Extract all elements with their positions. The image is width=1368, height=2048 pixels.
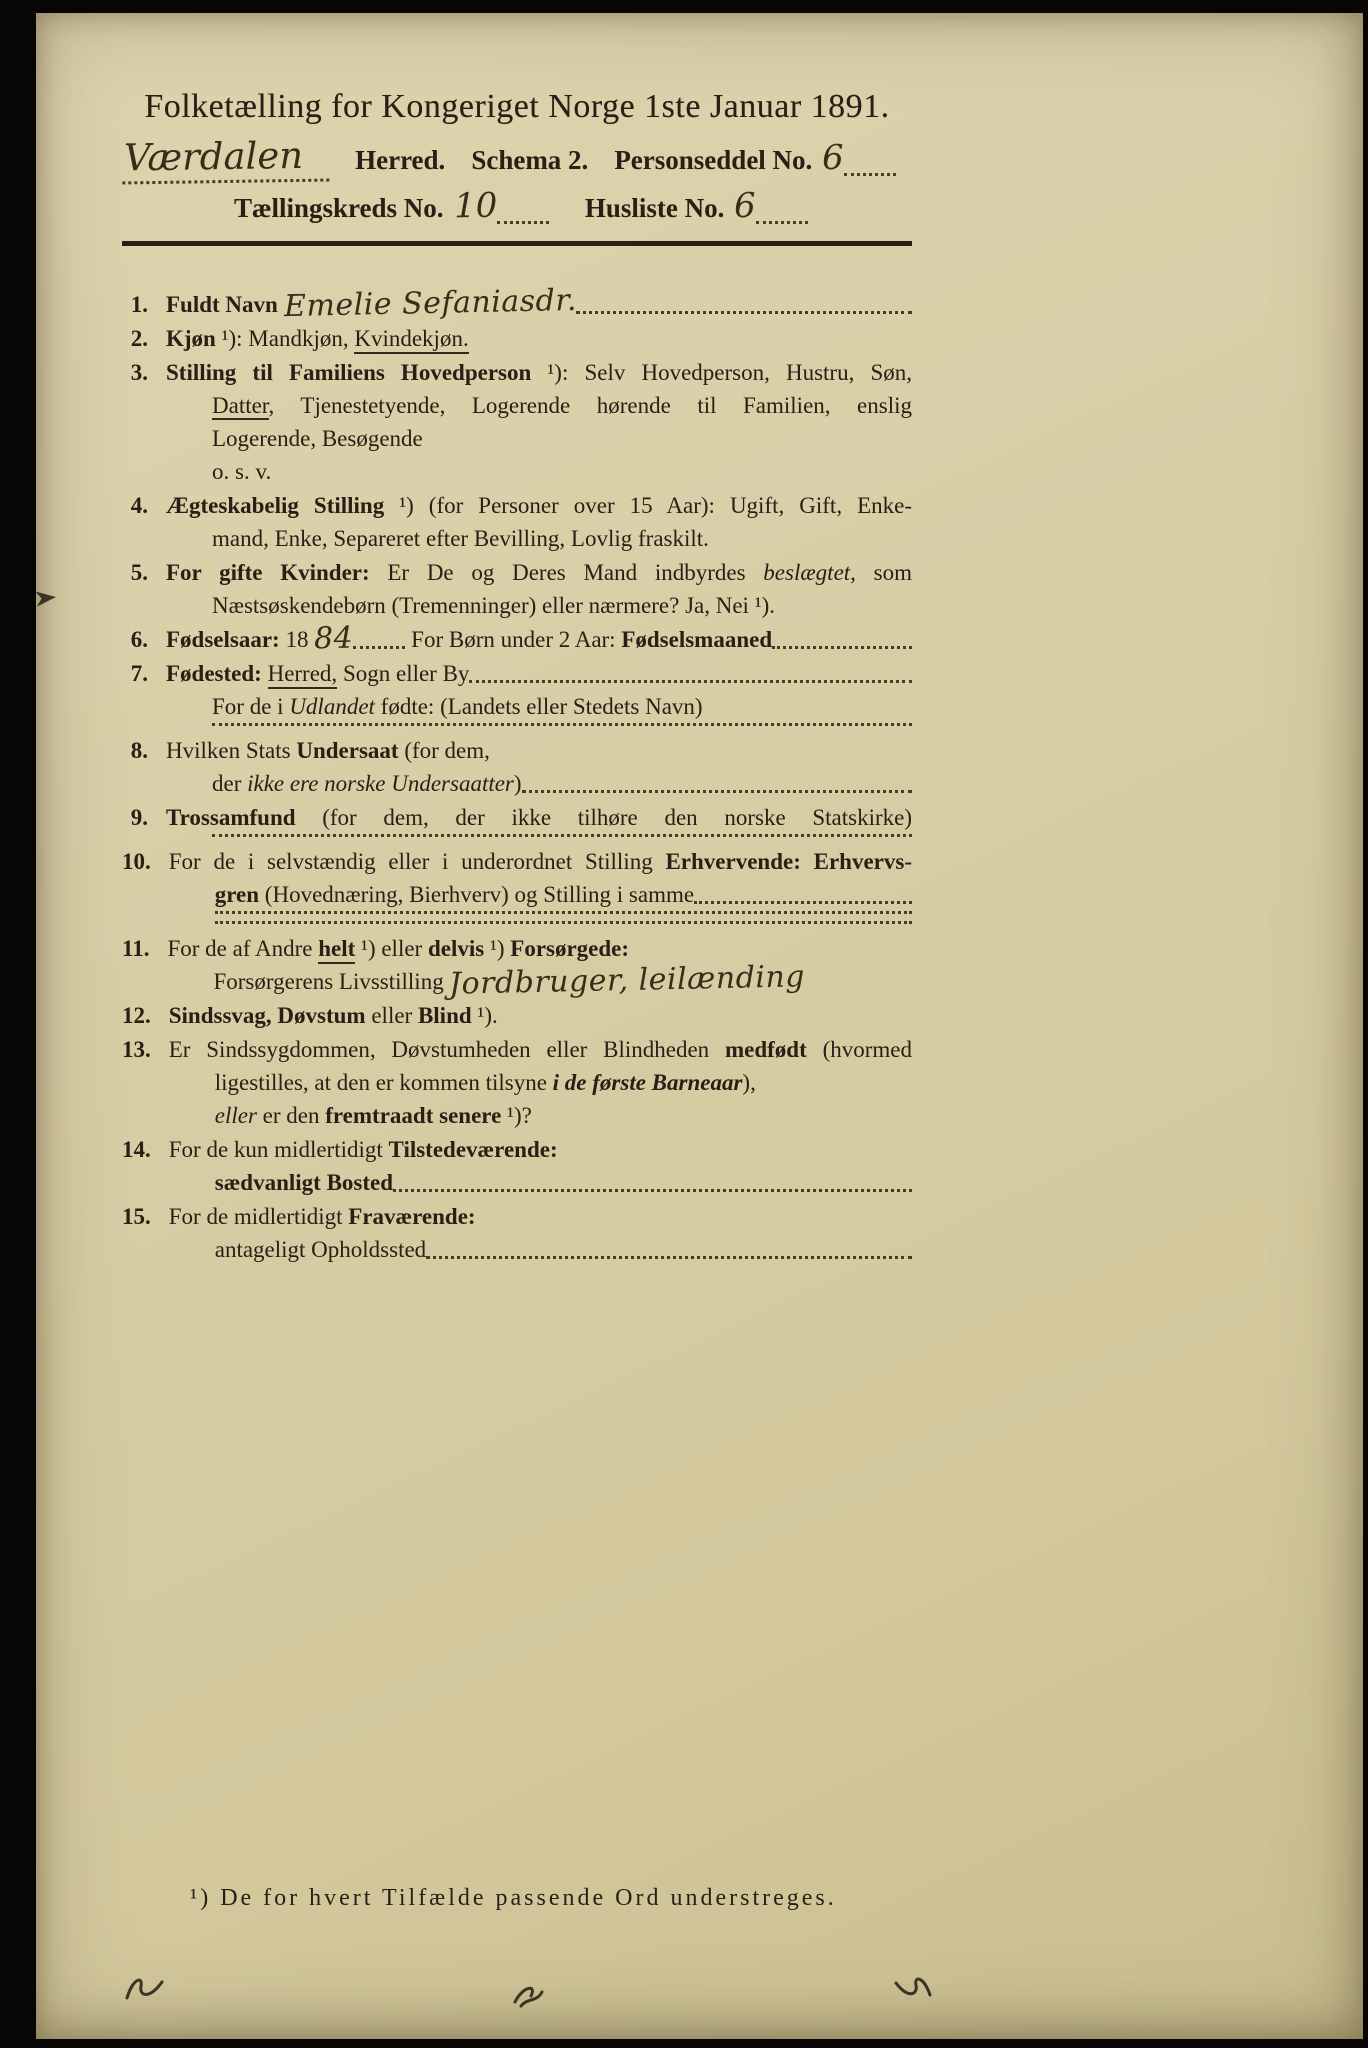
printed-text: 18	[279, 626, 315, 652]
item-number: 15.	[122, 1203, 151, 1229]
printed-text: (for dem, der ikke tilhøre den norske Statskirke)	[295, 804, 912, 830]
item-line	[166, 834, 912, 844]
handwritten-husliste-no: 6	[733, 185, 757, 227]
item-text	[166, 556, 912, 622]
printed-text: ¹)	[484, 935, 511, 961]
item-number: 7.	[130, 660, 148, 686]
item-line	[169, 1166, 912, 1199]
item-number: 4.	[130, 492, 148, 518]
form-item-10	[122, 845, 912, 931]
printed-text: Fødselsmaaned	[621, 626, 773, 652]
ink-mark	[122, 1971, 168, 2007]
printed-text: Fraværende:	[348, 1203, 476, 1229]
item-line	[166, 734, 912, 767]
item-line	[166, 556, 912, 589]
item-line	[169, 1233, 912, 1266]
dotted-leader	[522, 790, 912, 793]
item-number: 11.	[122, 935, 150, 961]
item-line	[166, 522, 912, 555]
printed-text: )	[513, 770, 522, 796]
tellingskreds-label: Tællingskreds No.	[234, 193, 444, 223]
printed-text: fremtraadt senere	[325, 1102, 502, 1128]
item-text	[166, 322, 912, 355]
printed-text: ¹): Selv Hovedperson, Hustru, Søn,	[531, 359, 912, 385]
item-line	[169, 1099, 912, 1132]
handwritten-entry: Emelie Sefaniasdr.	[283, 282, 577, 324]
printed-text: Logerende, Besøgende	[212, 425, 423, 451]
item-text	[166, 489, 912, 555]
item-line	[169, 911, 912, 921]
printed-text: eller	[365, 1002, 418, 1028]
handwritten-personseddel-no: 6	[821, 137, 845, 179]
item-line	[166, 589, 912, 622]
item-text	[166, 282, 912, 324]
printed-text: For de midlertidigt	[168, 1203, 349, 1229]
item-number: 6.	[130, 626, 148, 652]
printed-text: Tilstedeværende:	[388, 1136, 558, 1162]
form-item-12	[122, 999, 912, 1032]
printed-text: Ægteskabelig Stilling	[166, 492, 385, 518]
printed-text: Sindssvag, Døvstum	[168, 1002, 366, 1028]
printed-text: Trossamfund	[166, 804, 296, 830]
husliste-label: Husliste No.	[584, 193, 725, 223]
item-text	[166, 657, 912, 733]
printed-text: Kvindekjøn.	[354, 325, 468, 354]
form-item-13	[122, 1033, 912, 1132]
printed-text: ),	[742, 1069, 756, 1095]
printed-text: ikke ere norske Undersaatter	[247, 770, 514, 796]
item-line	[166, 282, 912, 324]
item-text	[169, 1033, 912, 1132]
form-item-3	[122, 356, 912, 488]
printed-text: Forsørgerens Livsstilling	[213, 968, 450, 994]
form-item-1	[122, 282, 912, 324]
dotted-leader	[694, 901, 912, 904]
item-text	[167, 932, 912, 1002]
item-line	[166, 657, 912, 690]
printed-text: ¹): Mandkjøn,	[215, 325, 355, 351]
item-line	[169, 1133, 912, 1166]
printed-text: Erhvervs-	[813, 848, 912, 874]
printed-text: eller	[214, 1102, 257, 1128]
form-item-15	[122, 1200, 912, 1266]
printed-text: antageligt Opholdssted	[214, 1236, 427, 1262]
printed-text: For de kun midlertidigt	[168, 1136, 389, 1162]
dotted-leader	[212, 834, 912, 837]
dotted-leader	[212, 723, 912, 726]
dotted-leader	[426, 1256, 912, 1259]
printed-text: Kjøn	[166, 325, 216, 351]
dotted-leader	[469, 680, 912, 683]
item-number: 1.	[130, 291, 148, 317]
item-number: 2.	[130, 325, 148, 351]
handwritten-entry: 84	[313, 620, 354, 656]
item-line	[169, 999, 912, 1032]
printed-text: For Børn under 2 Aar:	[405, 626, 622, 652]
item-text	[169, 1200, 912, 1266]
printed-text: Stilling til Familiens Hovedperson	[166, 359, 532, 385]
item-line	[166, 620, 912, 656]
item-line	[166, 489, 912, 522]
form-text-column	[122, 13, 912, 1266]
item-line	[166, 723, 912, 733]
printed-text: mand, Enke, Separeret efter Bevilling, Lovlig fraskilt.	[212, 525, 709, 551]
item-number: 13.	[122, 1036, 151, 1062]
item-text	[166, 801, 912, 844]
form-item-6	[122, 620, 912, 656]
handwritten-entry: Jordbruger, leilænding	[449, 958, 806, 1002]
census-form-sheet	[36, 13, 1363, 2039]
dotted-leader	[353, 646, 405, 649]
dotted-leader	[576, 311, 912, 314]
printed-text: Fødested:	[166, 660, 268, 686]
printed-text: er den	[256, 1102, 326, 1128]
printed-text: For de af Andre	[167, 935, 319, 961]
form-item-2	[122, 322, 912, 355]
item-text	[169, 1133, 912, 1199]
form-item-4	[122, 489, 912, 555]
form-item-14	[122, 1133, 912, 1199]
printed-text: Fuldt Navn	[166, 291, 284, 317]
item-line	[169, 921, 912, 931]
dotted-leader	[215, 911, 912, 914]
printed-text: ¹) eller	[355, 935, 428, 961]
item-line	[166, 455, 912, 488]
printed-text: Forsørgede:	[510, 935, 630, 961]
header-line-kreds	[122, 183, 912, 231]
printed-text: Sogn eller By	[337, 660, 470, 686]
item-text	[166, 620, 912, 656]
printed-text: gren	[214, 881, 260, 907]
item-number: 9.	[130, 804, 148, 830]
dotted-leader	[497, 221, 549, 224]
printed-text: Undersaat	[296, 737, 399, 763]
item-number: 14.	[122, 1136, 151, 1162]
printed-text: Datter	[212, 392, 269, 418]
header-divider	[122, 241, 912, 246]
personseddel-label: Personseddel No.	[614, 145, 813, 175]
item-line	[169, 1200, 912, 1233]
printed-text: beslægtet,	[763, 559, 856, 585]
printed-text: (hvormed	[806, 1036, 912, 1062]
printed-text: Hvilken Stats	[166, 737, 297, 763]
printed-text: For de i selvstændig eller i underordnet Stilling	[168, 848, 666, 874]
printed-text: ¹).	[471, 1002, 498, 1028]
dotted-leader	[772, 646, 912, 649]
item-line	[169, 1066, 912, 1099]
ink-mark	[506, 1977, 552, 2013]
printed-text: Erhvervende:	[665, 848, 801, 874]
dotted-leader	[844, 173, 896, 176]
printed-text: sædvanligt Bosted	[214, 1169, 394, 1195]
printed-text: som	[855, 559, 913, 585]
form-item-9	[122, 801, 912, 844]
printed-text: o. s. v.	[212, 458, 272, 484]
margin-ink-mark	[35, 588, 57, 608]
item-text	[169, 845, 912, 931]
printed-text: delvis	[427, 935, 485, 961]
item-line	[166, 801, 912, 834]
item-line	[166, 389, 912, 422]
printed-text: For de i	[212, 693, 290, 719]
printed-text: Er Sindssygdommen, Døvstumheden eller Blindheden	[168, 1036, 725, 1062]
printed-text: ¹) (for Personer over 15 Aar): Ugift, Gift, Enke-	[384, 492, 912, 518]
item-number: 8.	[130, 737, 148, 763]
item-line	[169, 845, 912, 878]
printed-text: medfødt	[724, 1036, 807, 1062]
footnote: ¹) De for hvert Tilfælde passende Ord understreges.	[190, 1885, 837, 1911]
printed-text: Blind	[417, 1002, 472, 1028]
printed-text: Fødselsaar:	[166, 626, 280, 652]
item-line	[167, 958, 912, 1002]
item-number: 5.	[130, 559, 148, 585]
item-number: 10.	[122, 848, 151, 874]
item-text	[166, 734, 912, 800]
item-line	[166, 422, 912, 455]
printed-text	[801, 849, 814, 874]
item-number: 12.	[122, 1002, 151, 1028]
herred-label: Herred.	[355, 145, 446, 175]
dotted-leader	[393, 1189, 912, 1192]
printed-text: , Tjenestetyende, Logerende hørende til Familien, enslig	[268, 392, 912, 418]
schema-label: Schema 2.	[471, 145, 589, 175]
printed-text: Udlandet	[289, 693, 375, 719]
item-line	[169, 1033, 912, 1066]
printed-text: fødte: (Landets eller Stedets Navn)	[374, 693, 703, 719]
printed-text: helt	[318, 935, 355, 964]
item-text	[166, 356, 912, 488]
item-line	[166, 767, 912, 800]
dotted-leader	[756, 221, 808, 224]
printed-text: i de første Barneaar	[552, 1069, 743, 1095]
form-item-11	[122, 932, 912, 1002]
printed-text: For gifte Kvinder:	[166, 559, 370, 585]
header-line-district	[122, 135, 912, 183]
printed-text: Er De og Deres Mand indbyrdes	[369, 559, 764, 585]
item-text	[169, 999, 912, 1032]
item-line	[166, 690, 912, 723]
printed-text: Næstsøskendebørn (Tremenninger) eller nærmere? Ja, Nei ¹).	[212, 592, 776, 618]
printed-text: der	[212, 770, 248, 796]
form-item-5	[122, 556, 912, 622]
items-list	[122, 282, 913, 1266]
printed-text: ¹)?	[501, 1102, 532, 1128]
form-item-7	[122, 657, 912, 733]
item-line	[166, 322, 912, 355]
item-line	[166, 356, 912, 389]
item-line	[169, 878, 912, 911]
form-item-8	[122, 734, 912, 800]
handwritten-kreds-no: 10	[453, 185, 498, 227]
printed-text: ligestilles, at den er kommen tilsyne	[214, 1069, 553, 1095]
handwritten-district: Værdalen	[122, 136, 330, 185]
ink-mark	[890, 1969, 936, 2005]
dotted-leader	[215, 921, 912, 924]
item-number: 3.	[130, 359, 148, 385]
printed-text: (for dem,	[398, 737, 490, 763]
printed-text: (Hovednæring, Bierhverv) og Stilling i samme	[259, 881, 695, 907]
form-title: Folketælling for Kongeriget Norge 1ste Januar 1891.	[144, 88, 890, 125]
printed-text: Herred,	[268, 660, 338, 689]
